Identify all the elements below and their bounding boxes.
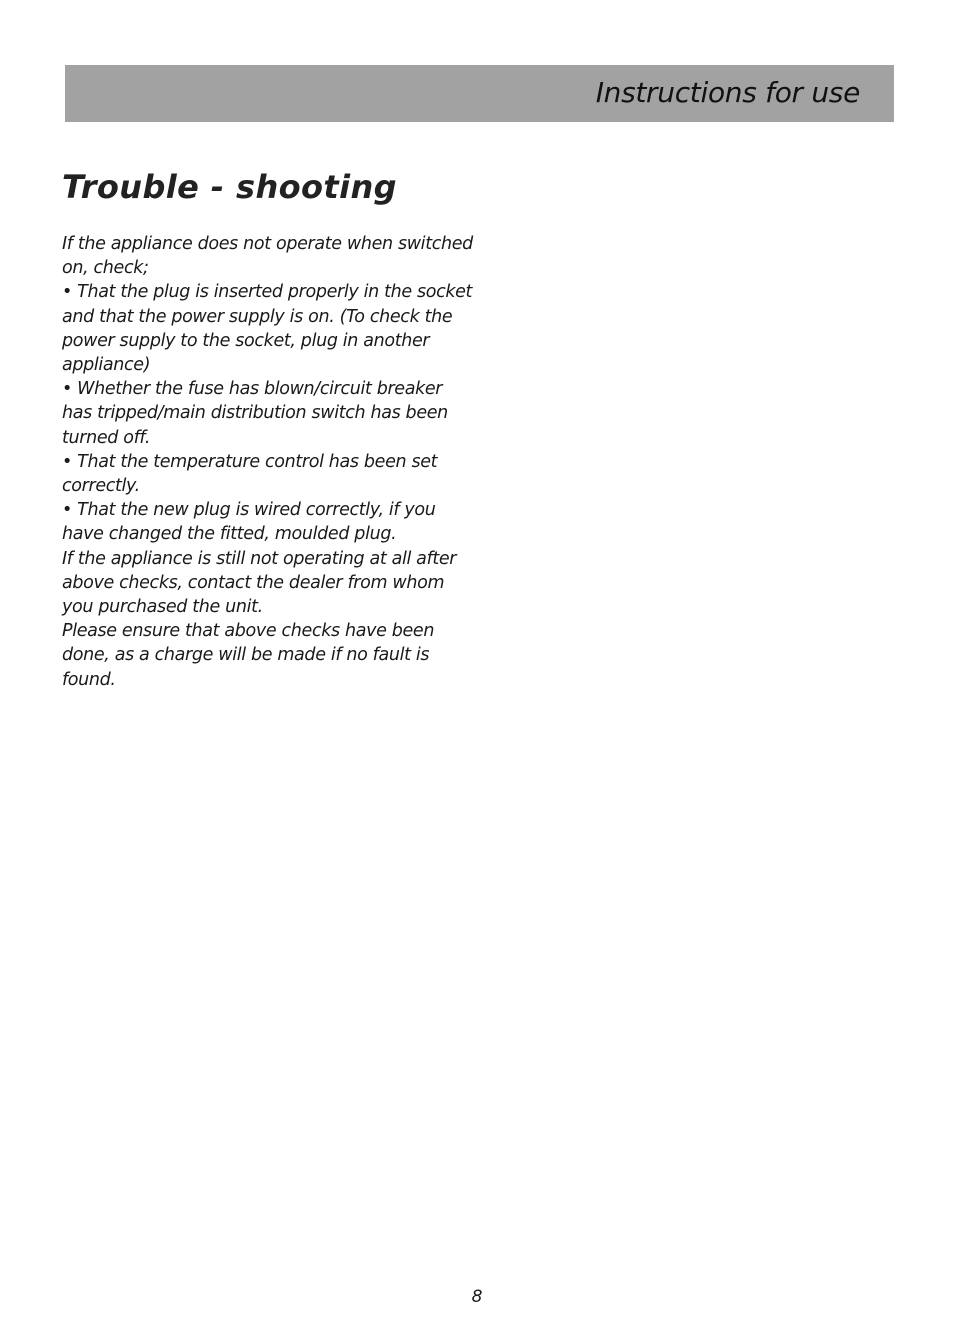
text-line: • Whether the fuse has blown/circuit breaker (62, 379, 443, 400)
header-bar (65, 65, 894, 122)
text-line: and that the power supply is on. (To check the (62, 306, 453, 327)
troubleshooting-text (62, 232, 472, 692)
text-line: you purchased the unit. (62, 597, 263, 618)
text-line: If the appliance is still not operating at all after (62, 548, 457, 569)
text-line: power supply to the socket, plug in another (62, 330, 430, 351)
text-line: on, check; (62, 258, 149, 279)
text-line: appliance) (62, 355, 151, 376)
text-line: • That the new plug is wired correctly, if you (62, 500, 436, 521)
text-line: has tripped/main distribution switch has been (62, 403, 448, 424)
header-title: Instructions for use (595, 76, 860, 109)
text-line: Please ensure that above checks have been (62, 621, 435, 642)
page-number: 8 (471, 1287, 483, 1307)
text-line: • That the plug is inserted properly in the socket (62, 282, 473, 303)
section-title: Trouble - shooting (62, 168, 397, 206)
text-line: If the appliance does not operate when switched (62, 234, 473, 254)
text-line: correctly. (62, 476, 140, 497)
text-line: turned off. (62, 427, 151, 448)
text-line: • That the temperature control has been set (62, 451, 438, 472)
text-line: above checks, contact the dealer from whom (62, 572, 445, 593)
text-line: found. (62, 669, 116, 690)
text-line: have changed the fitted, moulded plug. (62, 524, 397, 545)
text-line: done, as a charge will be made if no fault is (62, 645, 430, 666)
